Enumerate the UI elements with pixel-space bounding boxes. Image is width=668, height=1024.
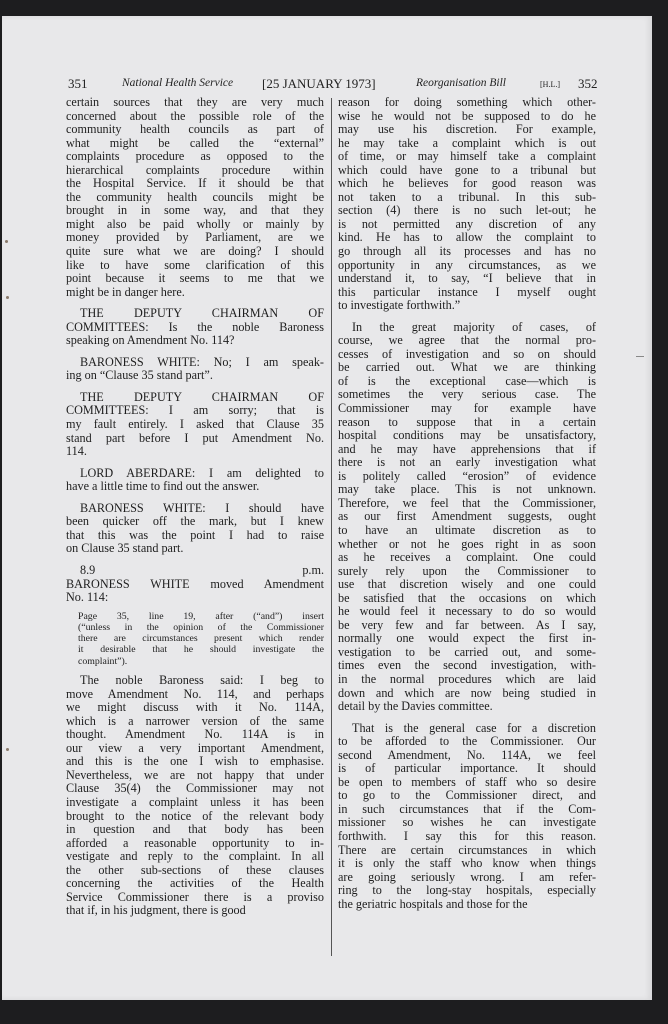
text-line: the other sub-sections of these clauses bbox=[66, 862, 324, 877]
text-line: he would feel it necessary to do so would bbox=[338, 604, 596, 619]
text-line: THE DEPUTY CHAIRMAN OF bbox=[80, 389, 324, 404]
text-line: LORD ABERDARE: I am delighted to bbox=[80, 465, 324, 480]
text-line: to be afforded to the Commissioner. Our bbox=[338, 734, 596, 749]
text-line: BARONESS WHITE moved Amendment bbox=[66, 576, 324, 591]
paragraph bbox=[66, 307, 324, 348]
edge-mark bbox=[636, 356, 644, 357]
text-line: speaking on Amendment No. 114? bbox=[66, 333, 235, 348]
text-line: our view a very important Amendment, bbox=[66, 740, 324, 755]
text-line: ing on “Clause 35 stand part”. bbox=[66, 368, 213, 383]
text-line: concerned about the possible role of the bbox=[66, 108, 324, 123]
text-line: move Amendment No. 114, and perhaps bbox=[66, 686, 324, 701]
text-line: be satisfied that the occasions on which bbox=[338, 590, 596, 605]
document-page bbox=[2, 16, 652, 1000]
text-line: detail by the Davies committee. bbox=[338, 699, 493, 714]
paragraph bbox=[66, 674, 324, 918]
text-line: stand part before I put Amendment No. bbox=[66, 430, 324, 445]
text-line: reason for doing something which other- bbox=[338, 95, 596, 109]
text-line: quite sure what we are doing? I should bbox=[66, 244, 324, 259]
paragraph bbox=[66, 502, 324, 556]
text-line: he may take a complaint which is out bbox=[338, 135, 596, 150]
text-line: down and which are now being studied in bbox=[338, 685, 596, 700]
text-line: that if, in his judgment, there is good bbox=[66, 903, 246, 918]
text-line: this particular instance I myself ought bbox=[338, 284, 596, 299]
text-line: to have an ultimate discretion as to bbox=[338, 522, 596, 537]
text-line: normally one would expect the first in- bbox=[338, 631, 596, 646]
text-line: THE DEPUTY CHAIRMAN OF bbox=[80, 306, 324, 321]
paragraph bbox=[66, 356, 324, 383]
text-line: Nevertheless, we are not happy that under bbox=[66, 767, 324, 782]
text-line: might be in danger here. bbox=[66, 284, 185, 299]
text-line: be carried out. What we are thinking bbox=[338, 360, 596, 375]
left-column bbox=[66, 96, 324, 918]
text-line: No. 114: bbox=[66, 590, 109, 605]
text-line: brought to the notice of the relevant body bbox=[66, 808, 324, 823]
text-line: that this was the point I had to raise bbox=[66, 527, 324, 542]
text-line: might also be paid wholly or mainly by bbox=[66, 216, 324, 231]
text-line: point because it seems to me that we bbox=[66, 271, 324, 286]
paragraph bbox=[66, 564, 324, 605]
header-date: [25 JANUARY 1973] bbox=[262, 76, 376, 91]
text-line: to go to the Commissioner direct, and bbox=[338, 788, 596, 803]
text-line: on Clause 35 stand part. bbox=[66, 541, 184, 556]
text-line: of is the exceptional case—which is bbox=[338, 373, 596, 388]
text-line: thought. Amendment No. 114A is in bbox=[66, 727, 324, 742]
text-line: the community health councils might be bbox=[66, 189, 324, 204]
text-line: sometimes the very serious case. The bbox=[338, 387, 596, 402]
text-line: not taken to a tribunal. In this sub- bbox=[338, 189, 596, 204]
text-line: is not permitted any discretion of any bbox=[338, 216, 596, 231]
text-line: to investigate forthwith.” bbox=[338, 298, 461, 313]
text-line: there is not an early investigation what bbox=[338, 455, 596, 470]
text-line: my fault entirely. I asked that Clause 35 bbox=[66, 417, 324, 432]
text-line: are going seriously wrong. I am refer- bbox=[338, 869, 596, 884]
text-line: of time, or may himself take a complaint bbox=[338, 149, 596, 164]
text-line: COMMITTEES: Is the noble Baroness bbox=[66, 319, 324, 334]
text-line: and this is the one I wish to emphasise. bbox=[66, 754, 324, 769]
text-line: course, we agree that the normal pro- bbox=[338, 333, 596, 348]
text-line: it desirable that he should investigate the bbox=[78, 644, 324, 656]
left-running-title: National Health Service bbox=[122, 77, 234, 89]
text-line: missioner so wishes he can investigate bbox=[338, 815, 596, 830]
paragraph bbox=[338, 96, 596, 313]
text-line: There are certain circumstances in which bbox=[338, 842, 596, 857]
text-line: investigate a complaint unless it has been bbox=[66, 795, 324, 809]
text-line: forthwith. I say this for this reason. bbox=[338, 828, 596, 843]
text-line: which is a narrower version of the same bbox=[66, 713, 324, 728]
text-line: may use his discretion. For example, bbox=[338, 122, 596, 137]
paragraph bbox=[66, 96, 324, 299]
text-line: in the normal procedures which are laid bbox=[338, 671, 596, 686]
text-line: brought in in some way, and that they bbox=[66, 203, 324, 218]
text-line: is politely called “erosion” of evidence bbox=[338, 468, 596, 483]
paragraph bbox=[338, 722, 596, 912]
text-line: concerning the activities of the Health bbox=[66, 876, 324, 891]
text-line: 8.9 p.m. bbox=[80, 562, 324, 577]
text-line: the geriatric hospitals and those for the bbox=[338, 896, 528, 911]
text-line: The noble Baroness said: I beg to bbox=[80, 673, 324, 688]
text-line: and he may have apprehensions that if bbox=[338, 441, 596, 456]
text-line: wise he would not be supposed to do he bbox=[338, 108, 596, 123]
right-running-title: Reorganisation Bill bbox=[416, 77, 506, 89]
text-line: in such circumstances that if the Com- bbox=[338, 801, 596, 816]
right-column bbox=[338, 96, 596, 911]
margin-mark bbox=[6, 296, 9, 299]
paragraph bbox=[66, 391, 324, 459]
text-line: like to have some clarification of this bbox=[66, 257, 324, 272]
paragraph bbox=[66, 467, 324, 494]
text-line: it is only the staff who know when things bbox=[338, 856, 596, 871]
text-line: whether or not he goes right in as soon bbox=[338, 536, 596, 551]
text-line: been quicker off the mark, but I knew bbox=[66, 514, 324, 529]
text-line: BARONESS WHITE: I should have bbox=[80, 500, 324, 515]
right-running-tag: [H.L.] bbox=[540, 80, 560, 89]
text-line: there are circumstances present which render bbox=[78, 633, 324, 645]
text-line: have a little time to find out the answer. bbox=[66, 479, 260, 494]
text-line: complaint”). bbox=[78, 655, 128, 667]
text-line: which he believes for good reason was bbox=[338, 176, 596, 191]
text-line: reason to suppose that in a certain bbox=[338, 414, 596, 429]
text-line: go through all its processes and has no bbox=[338, 244, 596, 259]
text-line: surely rely upon the Commissioner to bbox=[338, 563, 596, 578]
left-page-number: 351 bbox=[68, 76, 88, 91]
text-line: be open to members of staff who so desire bbox=[338, 774, 596, 789]
text-line: vestigate and reply to the complaint. In all bbox=[66, 849, 324, 864]
text-line: community health councils as part of bbox=[66, 122, 324, 137]
text-line: kind. He has to allow the complaint to bbox=[338, 230, 596, 245]
paragraph bbox=[66, 611, 324, 667]
text-line: we might discuss with it No. 114A, bbox=[66, 700, 324, 715]
text-line: Commissioner may for example have bbox=[338, 401, 596, 416]
text-line: Service Commissioner there is a proviso bbox=[66, 889, 324, 904]
text-line: may take place. This is not unknown. bbox=[338, 482, 596, 497]
text-line: which could have gone to a tribunal but bbox=[338, 162, 596, 177]
text-line: That is the general case for a discretion bbox=[352, 720, 596, 735]
text-line: as he receives a complaint. One could bbox=[338, 550, 596, 565]
right-page-number: 352 bbox=[578, 76, 598, 91]
text-line: the Hospital Service. If it should be that bbox=[66, 176, 324, 191]
text-line: section (4) there is no such let-out; he bbox=[338, 203, 596, 218]
text-line: ring to the long-stay hospitals, especially bbox=[338, 883, 596, 898]
text-line: use that discretion wisely and one could bbox=[338, 577, 596, 592]
paragraph bbox=[338, 321, 596, 714]
text-line: complaints procedure as opposed to the bbox=[66, 149, 324, 164]
text-line: is of particular importance. It should bbox=[338, 761, 596, 776]
text-line: opportunity in any circumstances, as we bbox=[338, 257, 596, 272]
text-line: Clause 35(4) the Commissioner may not bbox=[66, 781, 324, 796]
text-line: BARONESS WHITE: No; I am speak- bbox=[80, 354, 324, 369]
text-line: in question and that body has been bbox=[66, 822, 324, 837]
text-line: In the great majority of cases, of bbox=[352, 319, 596, 334]
text-line: afforded a reasonable opportunity to in- bbox=[66, 835, 324, 850]
column-divider bbox=[331, 98, 332, 956]
text-line: Therefore, we feel that the Commissioner, bbox=[338, 495, 596, 510]
text-line: what might be called the “external” bbox=[66, 135, 324, 150]
text-line: hierarchical complaints procedure within bbox=[66, 162, 324, 177]
text-line: certain sources that they are very much bbox=[66, 95, 324, 109]
text-line: hospital conditions may be unsatisfactory, bbox=[338, 428, 596, 443]
text-line: be very few and far between. As I say, bbox=[338, 617, 596, 632]
text-line: vestigation to be carried out, and some- bbox=[338, 644, 596, 659]
text-line: 114. bbox=[66, 444, 87, 459]
text-line: understand it, to say, “I believe that in bbox=[338, 271, 596, 286]
text-line: COMMITTEES: I am sorry; that is bbox=[66, 403, 324, 418]
text-line: cesses of investigation and so on should bbox=[338, 346, 596, 361]
margin-mark bbox=[6, 748, 9, 751]
text-line: second Amendment, No. 114A, we feel bbox=[338, 747, 596, 762]
text-line: Page 35, line 19, after (“and”) insert bbox=[78, 610, 324, 622]
text-line: money provided by Parliament, are we bbox=[66, 230, 324, 245]
text-line: as our first Amendment suggests, ought bbox=[338, 509, 596, 524]
text-line: times even the second investigation, with- bbox=[338, 658, 596, 673]
margin-mark bbox=[5, 240, 8, 243]
text-line: (“unless in the opinion of the Commissioner bbox=[78, 621, 324, 633]
